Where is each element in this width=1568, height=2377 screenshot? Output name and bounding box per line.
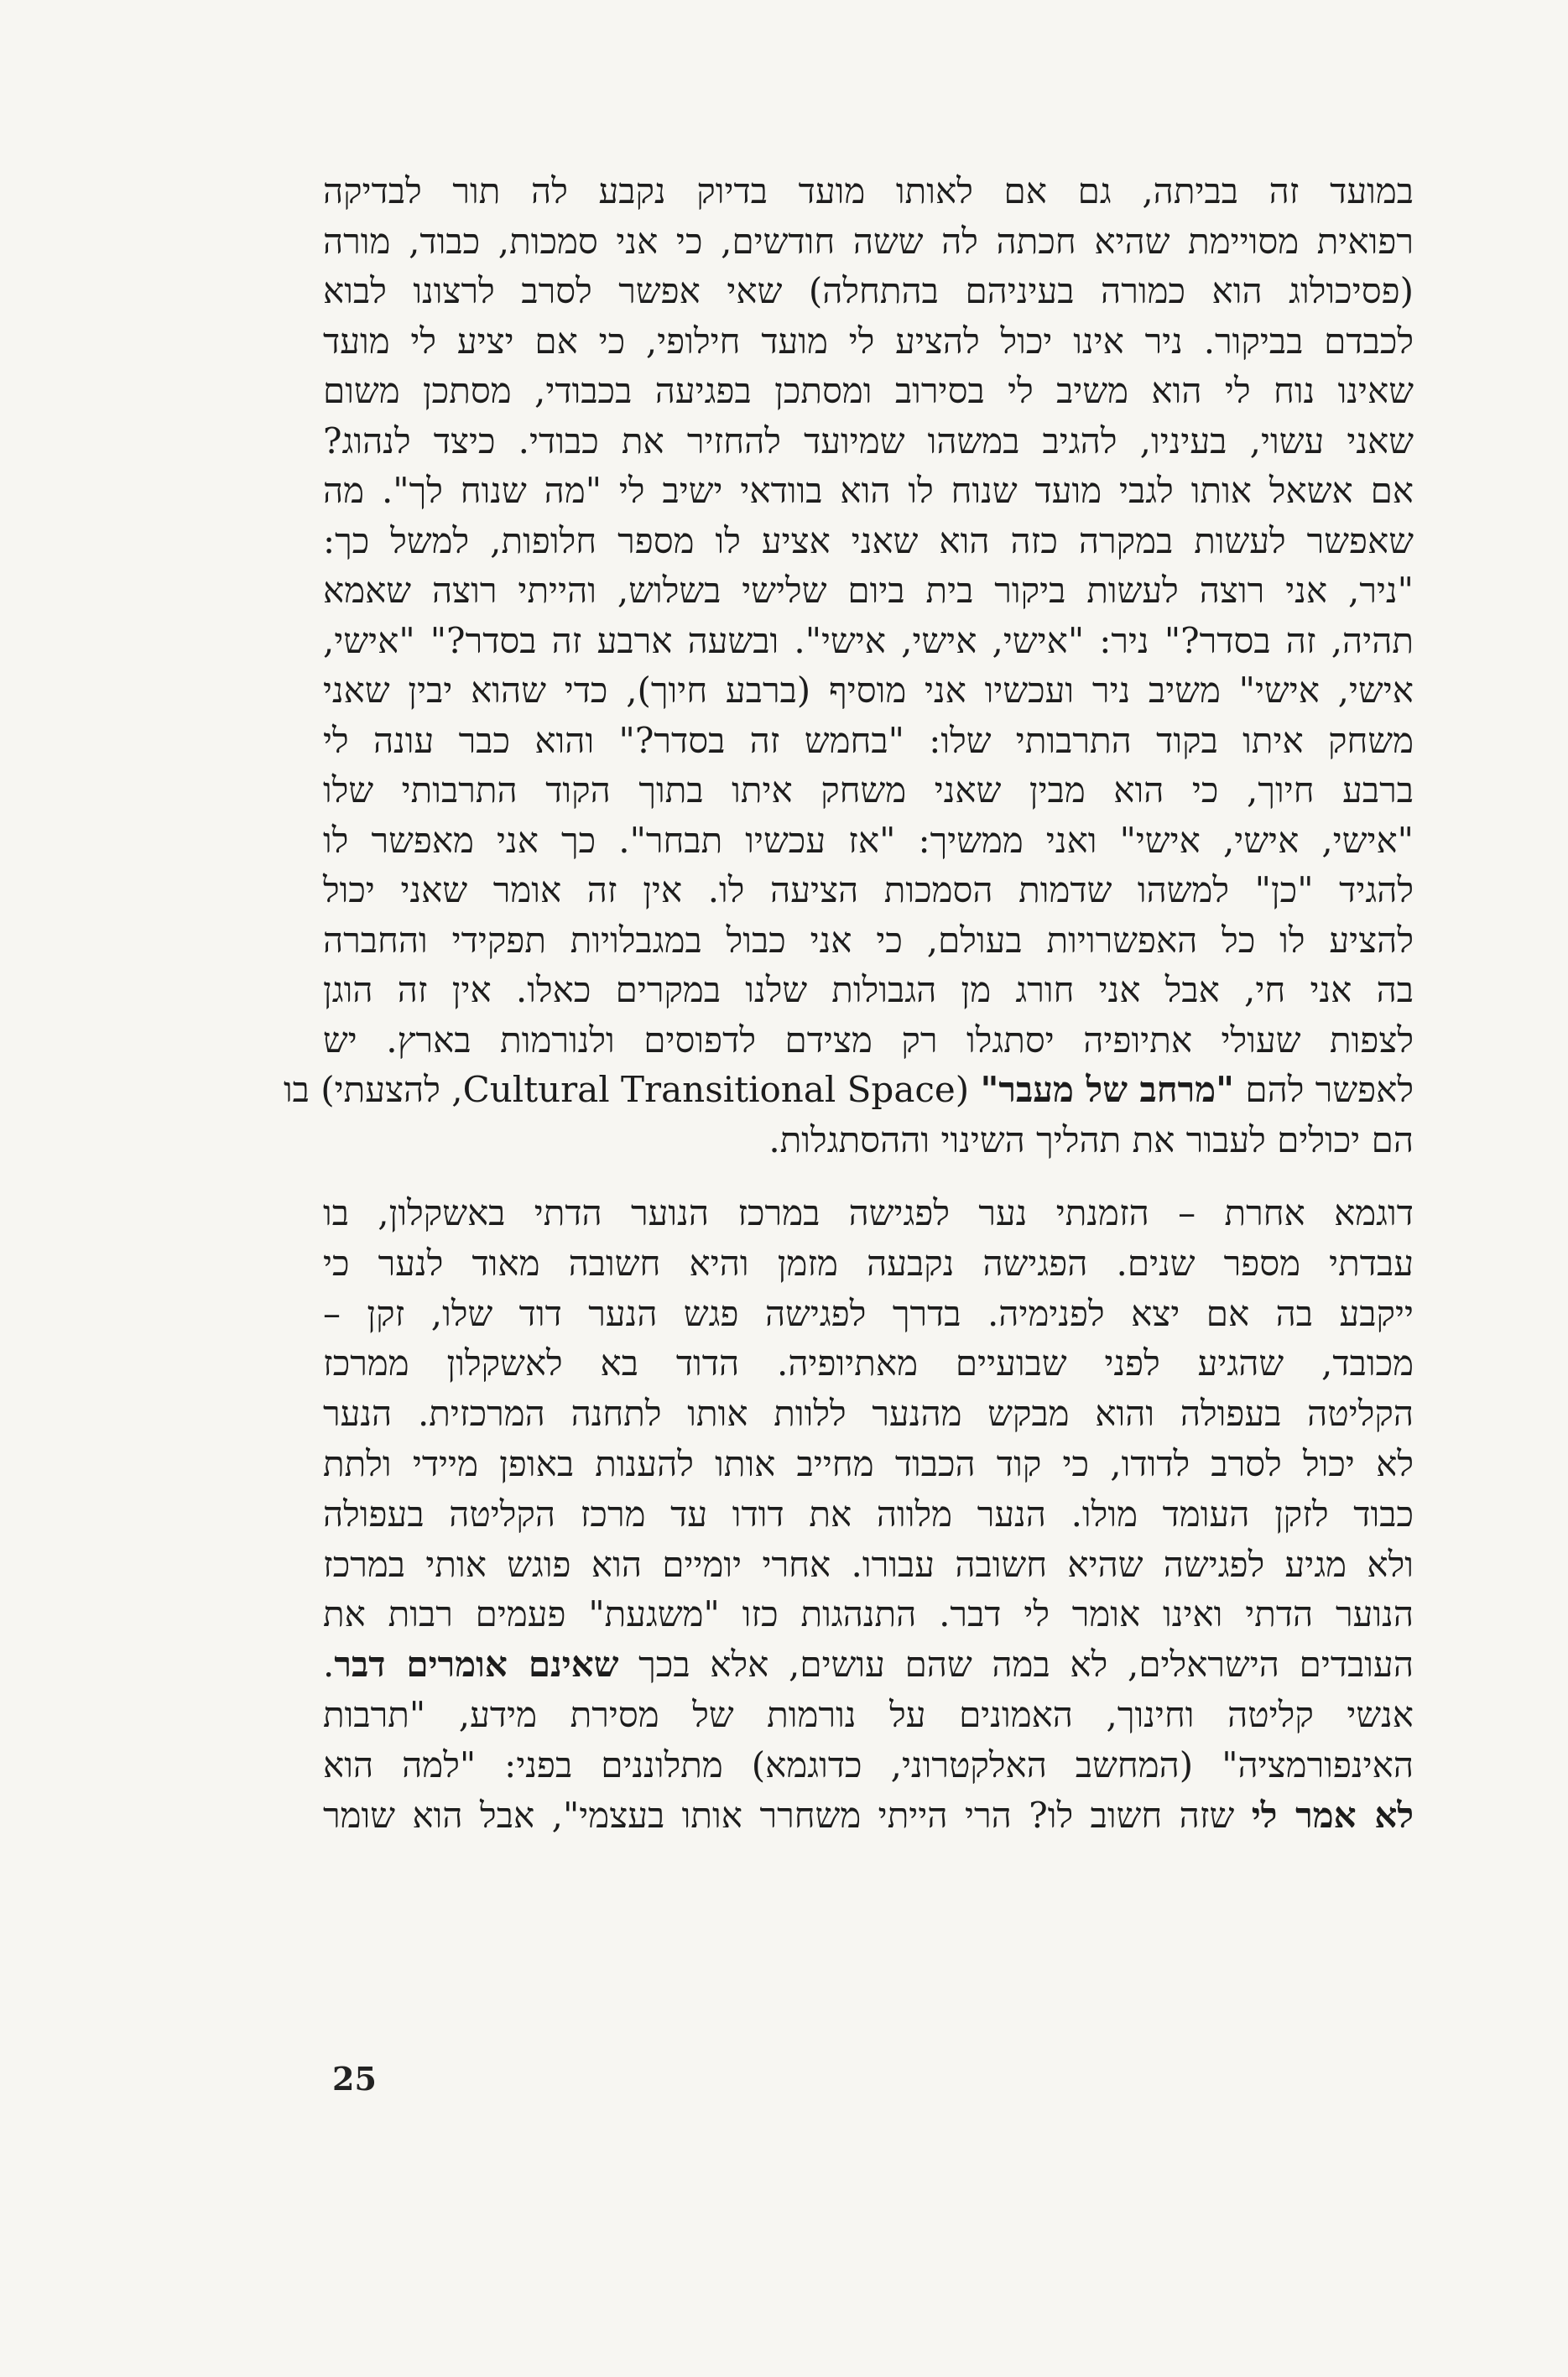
text-line: הקליטה בעפולה והוא מבקש מהנער ללוות אותו לתחנה המרכזית. הנער [323,1393,1414,1435]
text-line-mixed [283,1065,1414,1115]
paragraph-1 [283,166,1414,1165]
bold-phrase: שאינם אומרים דבר [334,1644,619,1686]
text-line: "אישי, אישי, אישי" ואני ממשיך: "אז עכשיו תבחר". כך אני מאפשר לו [323,819,1414,861]
text-line-bold-end [323,1639,1414,1690]
text-line-bold-start [323,1791,1414,1841]
text-line: דוגמא אחרת – הזמנתי נער לפגישה במרכז הנוער הדתי באשקלון, בו [323,1192,1414,1233]
text-line: ברבע חיוך, כי הוא מבין שאני משחק איתו בתוך הקוד התרבותי שלו [323,769,1414,811]
english-term: Cultural Transitional Space [462,1069,956,1110]
text-line: לכבדם בביקור. ניר אינו יכול להציע לי מועד חילופי, כי אם יציע לי מועד [323,320,1414,362]
text-line: האינפורמציה" (המחשב האלקטרוני, כדוגמא) מתלוננים בפני: "למה הוא [323,1744,1414,1785]
body-text [283,166,1414,1840]
mixed-line-paren: ( [955,1069,981,1110]
text-line: הם יכולים לעבור את תהליך השינוי וההסתגלות. [768,1118,1414,1160]
bold-line-start: העובדים הישראלים, לא במה שהם עושים, אלא בכך [618,1644,1414,1686]
text-line: אנשי קליטה וחינוך, האמונים על נורמות של מסירת מידע, "תרבות [323,1693,1414,1735]
text-line: רפואית מסויימת שהיא חכתה לה ששה חודשים, כי אני סמכות, כבוד, מורה [323,220,1414,262]
text-line: להגיד "כן" למשהו שדמות הסמכות הציעה לו. אין זה אומר שאני יכול [323,869,1414,910]
text-line: הנוער הדתי ואינו אומר לי דבר. התנהגות כזו "משגעת" פעמים רבות את [323,1593,1414,1635]
paragraph-2 [323,1188,1414,1840]
mixed-line-start: לאפשר להם [1234,1069,1414,1110]
text-line: לצפות שעולי אתיופיה יסתגלו רק מצידם לדפוסים ולנורמות בארץ. יש [323,1019,1414,1061]
text-line: אם אשאל אותו לגבי מועד שנוח לו הוא בוודאי ישיב לי "מה שנוח לך". מה [323,470,1414,511]
text-line: במועד זה בביתה, גם אם לאותו מועד בדיוק נקבע לה תור לבדיקה [323,170,1414,211]
text-line: שאני עשוי, בעיניו, להגיב במשהו שמיועד להחזיר את כבודי. כיצד לנהוג? [323,420,1414,461]
text-line: תהיה, זה בסדר?" ניר: "אישי, אישי, אישי". ובשעה ארבע זה בסדר?" "אישי, [323,619,1414,661]
bold-term: "מרחב של מעבר" [980,1069,1235,1110]
bold-phrase: לא אמר לי [1251,1794,1414,1836]
text-line: כבוד לזקן העומד מולו. הנער מלווה את דודו עד מרכז הקליטה בעפולה [323,1493,1414,1535]
page-number: 25 [332,2060,377,2098]
text-line: לא יכול לסרב לדודו, כי קוד הכבוד מחייב אותו להענות באופן מיידי ולתת [323,1442,1414,1484]
text-line: להציע לו כל האפשרויות בעולם, כי אני כבול במגבלויות תפקידי והחברה [323,919,1414,961]
text-line: מכובד, שהגיע לפני שבועיים מאתיופיה. הדוד בא לאשקלון ממרכז [323,1342,1414,1384]
text-line: אישי, אישי" משיב ניר ועכשיו אני מוסיף (ברבע חיוך), כדי שהוא יבין שאני [323,670,1414,711]
text-line: "ניר, אני רוצה לעשות ביקור בית ביום שלישי בשלוש, והייתי רוצה שאמא [323,570,1414,611]
text-line: שאינו נוח לי הוא משיב לי בסירוב ומסתכן בפגיעה בכבודי, מסתכן משום [323,370,1414,411]
text-line: ייקבע בה אם יצא לפנימיה. בדרך לפגישה פגש הנער דוד שלו, זקן – [323,1292,1414,1334]
final-line-rest: שזה חשוב לו? הרי הייתי משחרר אותו בעצמי", אבל הוא שומר [323,1794,1252,1836]
text-line: (פסיכולוג הוא כמורה בעיניהם בהתחלה) שאי אפשר לסרב לרצונו לבוא [323,270,1414,311]
text-line: עבדתי מספר שנים. הפגישה נקבעה מזמן והיא חשובה מאוד לנער כי [323,1242,1414,1284]
text-line: ולא מגיע לפגישה שהיא חשובה עבורו. אחרי יומיים הוא פוגש אותי במרכז [323,1543,1414,1585]
period: . [323,1644,335,1686]
mixed-line-end: , להצעתי) בו [283,1069,463,1110]
text-line: משחק איתו בקוד התרבותי שלו: "בחמש זה בסדר?" והוא כבר עונה לי [323,719,1414,761]
text-line: בה אני חי, אבל אני חורג מן הגבולות שלנו במקרים כאלו. אין זה הוגן [323,969,1414,1010]
text-line: שאפשר לעשות במקרה כזה הוא שאני אציע לו מספר חלופות, למשל כך: [323,519,1414,561]
